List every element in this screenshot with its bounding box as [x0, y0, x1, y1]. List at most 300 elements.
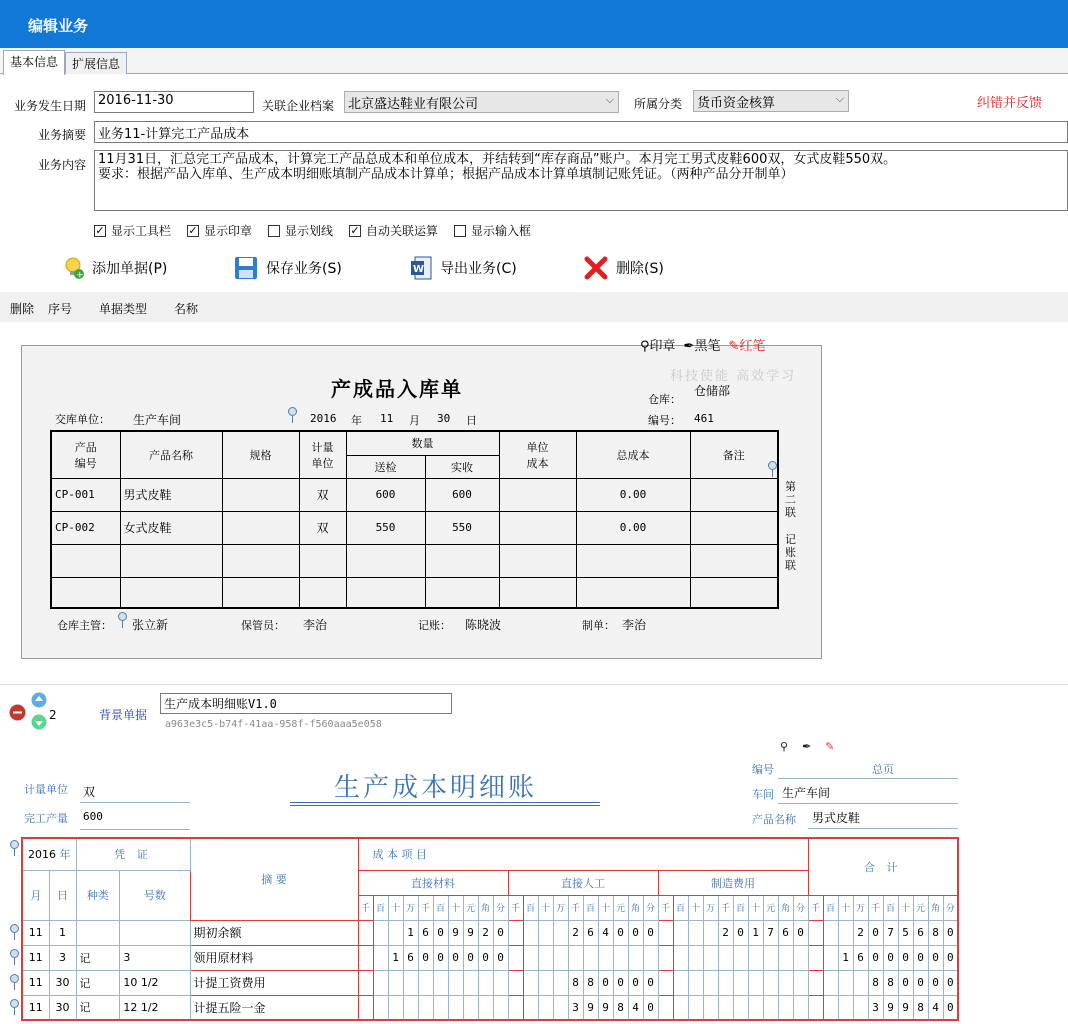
option-show-seal[interactable]: [187, 222, 252, 239]
date-input[interactable]: 2016-11-30: [94, 91, 254, 113]
digit-cell[interactable]: [748, 945, 763, 970]
digit-cell[interactable]: [508, 920, 523, 945]
digit-cell[interactable]: 6: [418, 920, 433, 945]
digit-cell[interactable]: [643, 945, 658, 970]
export-business-button[interactable]: [410, 256, 517, 280]
digit-cell[interactable]: 0: [448, 945, 463, 970]
pin-icon[interactable]: [10, 924, 19, 933]
digit-cell[interactable]: [658, 945, 673, 970]
dept-value: 生产车间: [133, 413, 182, 427]
digit-cell[interactable]: [703, 920, 718, 945]
cell-day[interactable]: 30: [49, 970, 76, 995]
digit-cell[interactable]: [793, 945, 808, 970]
year-label: 年: [351, 414, 362, 427]
digit-cell[interactable]: 0: [913, 945, 928, 970]
digit-cell[interactable]: [778, 995, 793, 1020]
digit-cell[interactable]: [523, 920, 538, 945]
digit-cell[interactable]: [583, 945, 598, 970]
cell-sent[interactable]: 600: [346, 478, 425, 511]
digit-cell[interactable]: 0: [598, 970, 613, 995]
digit-cell[interactable]: [538, 945, 553, 970]
digit-cell[interactable]: 0: [643, 920, 658, 945]
category-select[interactable]: [693, 90, 849, 112]
cell-unit[interactable]: 双: [299, 478, 346, 511]
digit-cell[interactable]: [658, 995, 673, 1020]
digit-cell[interactable]: [418, 995, 433, 1020]
chevron-down-icon: ⌵: [605, 93, 614, 106]
summary-input[interactable]: 业务11-计算完工产品成本: [94, 121, 1068, 143]
digit-cell[interactable]: [688, 995, 703, 1020]
col-name: 名称: [174, 302, 199, 316]
digit-cell[interactable]: [358, 945, 373, 970]
digit-cell[interactable]: [508, 970, 523, 995]
digit-cell[interactable]: [733, 970, 748, 995]
cell-summary[interactable]: 领用原材料: [190, 945, 358, 970]
summary-header: 摘 要: [190, 838, 358, 920]
stamp-toolbar: [640, 335, 765, 354]
digit-cell[interactable]: 0: [928, 970, 943, 995]
digit-cell[interactable]: 0: [943, 995, 958, 1020]
digit-cell[interactable]: [748, 995, 763, 1020]
digit-cell[interactable]: [703, 995, 718, 1020]
digit-cell[interactable]: 1: [403, 920, 418, 945]
digit-cell[interactable]: [388, 995, 403, 1020]
digit-cell[interactable]: 7: [763, 920, 778, 945]
cell-spec[interactable]: [222, 511, 299, 544]
digit-cell[interactable]: [613, 945, 628, 970]
digit-cell[interactable]: [733, 945, 748, 970]
seal-icon[interactable]: ⚲: [780, 740, 789, 753]
cell-kind[interactable]: 记: [76, 995, 120, 1020]
cell-unit-cost[interactable]: [499, 478, 576, 511]
pin-icon[interactable]: [768, 461, 777, 470]
pin-icon[interactable]: [118, 612, 127, 621]
cell-day[interactable]: 3: [49, 945, 76, 970]
digit-cell[interactable]: 0: [418, 945, 433, 970]
digit-cell[interactable]: 0: [943, 945, 958, 970]
inbound-month: 11: [380, 412, 394, 425]
digit-cell[interactable]: [823, 920, 838, 945]
cell-kind[interactable]: [76, 920, 120, 945]
digit-header: 角: [628, 895, 643, 920]
digit-cell[interactable]: 2: [478, 920, 493, 945]
digit-cell[interactable]: [718, 995, 733, 1020]
digit-cell[interactable]: 6: [583, 920, 598, 945]
digit-cell[interactable]: 8: [868, 970, 883, 995]
header-qty: 数量: [346, 431, 499, 455]
background-doc-link[interactable]: 背景单据: [99, 708, 148, 722]
digit-cell[interactable]: [793, 995, 808, 1020]
digit-header: 万: [553, 895, 568, 920]
maker-label: 制单：: [582, 619, 615, 632]
company-select[interactable]: [344, 91, 619, 113]
digit-cell[interactable]: 6: [913, 920, 928, 945]
digit-header: 分: [943, 895, 958, 920]
red-pen-tool[interactable]: ✎红笔: [728, 339, 766, 354]
workshop-value: 生产车间: [782, 786, 831, 800]
header-spec: 规格: [222, 431, 299, 478]
digit-header: 元: [913, 895, 928, 920]
digit-cell[interactable]: 0: [478, 945, 493, 970]
digit-cell[interactable]: [508, 995, 523, 1020]
digit-cell[interactable]: [838, 920, 853, 945]
ledger-year: 2016: [28, 848, 56, 862]
digit-cell[interactable]: [358, 995, 373, 1020]
option-show-input[interactable]: [454, 222, 531, 239]
num-header: 号数: [120, 870, 190, 920]
digit-cell[interactable]: [373, 945, 388, 970]
digit-cell[interactable]: 0: [493, 920, 508, 945]
digit-cell[interactable]: 0: [733, 920, 748, 945]
cell-sent[interactable]: 550: [346, 511, 425, 544]
pin-icon[interactable]: [288, 407, 297, 416]
digit-header: 千: [358, 895, 373, 920]
pin-icon[interactable]: [10, 949, 19, 958]
digit-cell[interactable]: [778, 945, 793, 970]
dept-label: 交库单位：: [55, 413, 110, 426]
cell-month[interactable]: 11: [22, 970, 49, 995]
digit-header: 千: [418, 895, 433, 920]
keeper-value: 李治: [303, 618, 328, 632]
digit-cell[interactable]: [373, 995, 388, 1020]
pen-icon[interactable]: ✒: [802, 740, 812, 753]
digit-header: 千: [718, 895, 733, 920]
digit-cell[interactable]: 0: [613, 920, 628, 945]
digit-cell[interactable]: [823, 970, 838, 995]
digit-cell[interactable]: 0: [613, 970, 628, 995]
digit-cell[interactable]: [388, 970, 403, 995]
product-value: 男式皮鞋: [812, 811, 861, 825]
digit-cell[interactable]: [718, 970, 733, 995]
digit-cell[interactable]: [538, 995, 553, 1020]
digit-cell[interactable]: [718, 945, 733, 970]
digit-cell[interactable]: 0: [793, 920, 808, 945]
cell-summary[interactable]: 计提工资费用: [190, 970, 358, 995]
option-show-lines[interactable]: [268, 222, 333, 239]
digit-cell[interactable]: [823, 995, 838, 1020]
digit-cell[interactable]: [538, 970, 553, 995]
cell-num[interactable]: 3: [120, 945, 190, 970]
red-pen-icon[interactable]: ✎: [825, 740, 835, 753]
digit-cell[interactable]: 0: [868, 945, 883, 970]
digit-cell[interactable]: 0: [928, 945, 943, 970]
cell-name[interactable]: 男式皮鞋: [120, 478, 222, 511]
pin-icon[interactable]: [10, 974, 19, 983]
digit-cell[interactable]: [763, 995, 778, 1020]
digit-cell[interactable]: 8: [928, 920, 943, 945]
black-pen-tool[interactable]: ✒黑笔: [683, 339, 721, 354]
digit-cell[interactable]: 0: [943, 970, 958, 995]
digit-cell[interactable]: [673, 995, 688, 1020]
digit-cell[interactable]: [553, 945, 568, 970]
cell-unit-cost[interactable]: [499, 511, 576, 544]
digit-cell[interactable]: [838, 995, 853, 1020]
digit-cell[interactable]: [403, 995, 418, 1020]
table-row: [22, 920, 958, 945]
svg-text:+: +: [76, 270, 84, 279]
cell-summary[interactable]: 期初余额: [190, 920, 358, 945]
digit-cell[interactable]: 2: [853, 920, 868, 945]
digit-cell[interactable]: [703, 945, 718, 970]
kind-header: 种类: [76, 870, 120, 920]
cell-month[interactable]: 11: [22, 995, 49, 1020]
digit-cell[interactable]: [808, 920, 823, 945]
digit-cell[interactable]: 0: [883, 945, 898, 970]
digit-cell[interactable]: 8: [613, 995, 628, 1020]
content-line-1: 11月31日，汇总完工产品成本，计算完工产品总成本和单位成本，并结转到“库存商品”账户。本月完工男式皮鞋600双，女式皮鞋550双。: [98, 152, 897, 167]
digit-cell[interactable]: [748, 970, 763, 995]
digit-cell[interactable]: 3: [868, 995, 883, 1020]
digit-cell[interactable]: [763, 945, 778, 970]
digit-cell[interactable]: 0: [643, 970, 658, 995]
cell-kind[interactable]: 记: [76, 945, 120, 970]
pin-icon[interactable]: [10, 999, 19, 1008]
digit-cell[interactable]: [553, 970, 568, 995]
digit-cell[interactable]: 0: [433, 920, 448, 945]
digit-cell[interactable]: [538, 920, 553, 945]
digit-cell[interactable]: [658, 970, 673, 995]
digit-cell[interactable]: [523, 995, 538, 1020]
digit-cell[interactable]: [853, 970, 868, 995]
feedback-link[interactable]: 纠错并反馈: [977, 96, 1043, 111]
digit-cell[interactable]: [658, 920, 673, 945]
overhead-header: 制造费用: [658, 870, 808, 895]
digit-cell[interactable]: 1: [748, 920, 763, 945]
digit-cell[interactable]: [568, 945, 583, 970]
option-label: 显示印章: [204, 224, 253, 238]
remove-icon[interactable]: [9, 704, 26, 721]
digit-cell[interactable]: [373, 920, 388, 945]
cell-spec[interactable]: [222, 478, 299, 511]
digit-cell[interactable]: [493, 995, 508, 1020]
digit-cell[interactable]: [478, 970, 493, 995]
cell-month[interactable]: 11: [22, 920, 49, 945]
cell-summary[interactable]: 计提五险一金: [190, 995, 358, 1020]
digit-cell[interactable]: [463, 995, 478, 1020]
move-up-icon[interactable]: [31, 692, 47, 708]
divider: [0, 684, 1068, 685]
table-row: [51, 577, 778, 608]
digit-cell[interactable]: 0: [643, 995, 658, 1020]
cell-code[interactable]: CP-002: [51, 511, 120, 544]
cell-recv[interactable]: 600: [425, 478, 499, 511]
digit-cell[interactable]: [553, 920, 568, 945]
cell-kind[interactable]: 记: [76, 970, 120, 995]
digit-cell[interactable]: [673, 920, 688, 945]
keeper-label: 保管员：: [241, 619, 285, 632]
digit-cell[interactable]: [358, 920, 373, 945]
inbound-title: 产成品入库单: [331, 377, 463, 401]
option-label: 显示工具栏: [111, 224, 172, 238]
digit-cell[interactable]: 8: [583, 970, 598, 995]
digit-cell[interactable]: 0: [463, 945, 478, 970]
digit-cell[interactable]: 9: [883, 995, 898, 1020]
cell-unit[interactable]: 双: [299, 511, 346, 544]
year-cell: [22, 838, 76, 870]
total-header: 合 计: [808, 838, 958, 895]
digit-cell[interactable]: [673, 945, 688, 970]
digit-cell[interactable]: [853, 995, 868, 1020]
add-document-button[interactable]: [64, 257, 167, 279]
digit-cell[interactable]: 2: [568, 920, 583, 945]
svg-text:W: W: [413, 264, 425, 275]
digit-header: 千: [508, 895, 523, 920]
digit-cell[interactable]: [433, 995, 448, 1020]
digit-cell[interactable]: 6: [403, 945, 418, 970]
month-header: 月: [22, 870, 49, 920]
digit-cell[interactable]: [373, 970, 388, 995]
digit-cell[interactable]: [838, 970, 853, 995]
digit-cell[interactable]: [703, 970, 718, 995]
cell-day[interactable]: 1: [49, 920, 76, 945]
digit-cell[interactable]: [418, 970, 433, 995]
ledger-table: [21, 837, 959, 1021]
cell-total[interactable]: 0.00: [576, 478, 690, 511]
digit-header: 角: [928, 895, 943, 920]
digit-cell[interactable]: [388, 920, 403, 945]
digit-cell[interactable]: [448, 995, 463, 1020]
digit-cell[interactable]: [598, 945, 613, 970]
digit-cell[interactable]: 1: [388, 945, 403, 970]
checkbox-checked-icon: ✓: [350, 223, 360, 237]
digit-cell[interactable]: 6: [778, 920, 793, 945]
cell-remark[interactable]: [690, 478, 778, 511]
digit-cell[interactable]: 4: [598, 920, 613, 945]
cell-name[interactable]: 女式皮鞋: [120, 511, 222, 544]
digit-cell[interactable]: 2: [718, 920, 733, 945]
digit-header: 十: [688, 895, 703, 920]
digit-header: 元: [463, 895, 478, 920]
digit-cell[interactable]: 8: [568, 970, 583, 995]
warehouse-label: 仓库：: [648, 393, 681, 406]
option-label: 自动关联运算: [366, 224, 439, 238]
digit-cell[interactable]: [778, 970, 793, 995]
materials-header: 直接材料: [358, 870, 508, 895]
delete-button[interactable]: [584, 256, 664, 280]
lightbulb-add-icon: [64, 257, 84, 279]
digit-cell[interactable]: [793, 970, 808, 995]
cell-num[interactable]: 10 1/2: [120, 970, 190, 995]
underline: [778, 803, 958, 804]
digit-cell[interactable]: [433, 970, 448, 995]
tab-basic-info[interactable]: 基本信息: [3, 50, 65, 75]
total-pages-label: 总页: [872, 763, 894, 776]
digit-cell[interactable]: [478, 995, 493, 1020]
digit-cell[interactable]: [823, 945, 838, 970]
digit-cell[interactable]: 8: [883, 970, 898, 995]
digit-cell[interactable]: [358, 970, 373, 995]
doc-guid: a963e3c5-b74f-41aa-958f-f560aaa5e058: [165, 719, 382, 730]
digit-cell[interactable]: 0: [628, 970, 643, 995]
digit-cell[interactable]: [523, 945, 538, 970]
underline: [80, 829, 190, 830]
digit-cell[interactable]: 4: [928, 995, 943, 1020]
digit-cell[interactable]: 1: [838, 945, 853, 970]
underline: [80, 802, 190, 803]
digit-cell[interactable]: 0: [628, 920, 643, 945]
digit-cell[interactable]: 9: [448, 920, 463, 945]
digit-cell[interactable]: [628, 945, 643, 970]
content-label: 业务内容: [38, 158, 87, 172]
digit-cell[interactable]: [463, 970, 478, 995]
tab-extended-info[interactable]: 扩展信息: [65, 52, 127, 74]
digit-cell[interactable]: 4: [628, 995, 643, 1020]
header-unit: 计量 单位: [299, 431, 346, 478]
digit-cell[interactable]: 0: [868, 920, 883, 945]
cost-items-header: 成 本 项 目: [358, 838, 808, 870]
option-show-toolbar[interactable]: [94, 222, 171, 239]
content-textarea[interactable]: [94, 150, 1068, 211]
digit-header: 十: [538, 895, 553, 920]
digit-cell[interactable]: 8: [913, 995, 928, 1020]
date-label: 业务发生日期: [14, 99, 87, 113]
digit-cell[interactable]: 0: [433, 945, 448, 970]
digit-cell[interactable]: 0: [943, 920, 958, 945]
digit-cell[interactable]: [688, 945, 703, 970]
digit-cell[interactable]: [523, 970, 538, 995]
digit-cell[interactable]: 7: [883, 920, 898, 945]
digit-cell[interactable]: 0: [898, 945, 913, 970]
digit-cell[interactable]: [553, 995, 568, 1020]
table-row: [22, 970, 958, 995]
digit-cell[interactable]: [673, 970, 688, 995]
digit-cell[interactable]: [403, 970, 418, 995]
save-business-button[interactable]: [234, 256, 342, 280]
digit-cell[interactable]: [733, 995, 748, 1020]
doc-name-input[interactable]: 生产成本明细账V1.0: [160, 693, 452, 714]
side-note-copy: 第二联: [785, 480, 796, 519]
digit-cell[interactable]: [808, 970, 823, 995]
cell-total[interactable]: 0.00: [576, 511, 690, 544]
digit-cell[interactable]: [808, 945, 823, 970]
digit-cell[interactable]: 0: [913, 970, 928, 995]
cell-num[interactable]: [120, 920, 190, 945]
digit-header: 百: [883, 895, 898, 920]
digit-cell[interactable]: 9: [898, 995, 913, 1020]
cell-remark[interactable]: [690, 511, 778, 544]
digit-cell[interactable]: 9: [583, 995, 598, 1020]
cell-num[interactable]: 12 1/2: [120, 995, 190, 1020]
digit-cell[interactable]: [688, 970, 703, 995]
manager-label: 仓库主管：: [57, 619, 112, 632]
digit-cell[interactable]: 9: [463, 920, 478, 945]
digit-cell[interactable]: [508, 945, 523, 970]
digit-cell[interactable]: [493, 970, 508, 995]
digit-cell[interactable]: [448, 970, 463, 995]
digit-cell[interactable]: [763, 970, 778, 995]
digit-cell[interactable]: 0: [898, 970, 913, 995]
pin-icon[interactable]: [10, 840, 19, 849]
tab-bar: [0, 48, 1068, 74]
move-down-icon[interactable]: [31, 714, 47, 730]
cell-month[interactable]: 11: [22, 945, 49, 970]
cell-day[interactable]: 30: [49, 995, 76, 1020]
digit-cell[interactable]: 3: [568, 995, 583, 1020]
seal-tool[interactable]: ⚲印章: [640, 339, 676, 354]
digit-cell[interactable]: 0: [493, 945, 508, 970]
digit-cell[interactable]: 5: [898, 920, 913, 945]
digit-cell[interactable]: 6: [853, 945, 868, 970]
digit-cell[interactable]: [808, 995, 823, 1020]
option-label: 显示划线: [285, 224, 334, 238]
cell-code[interactable]: CP-001: [51, 478, 120, 511]
warehouse-value: 仓储部: [694, 384, 731, 398]
cell-recv[interactable]: 550: [425, 511, 499, 544]
digit-cell[interactable]: [688, 920, 703, 945]
option-auto-calc[interactable]: [349, 222, 438, 239]
digit-cell[interactable]: 9: [598, 995, 613, 1020]
digit-header: 十: [748, 895, 763, 920]
